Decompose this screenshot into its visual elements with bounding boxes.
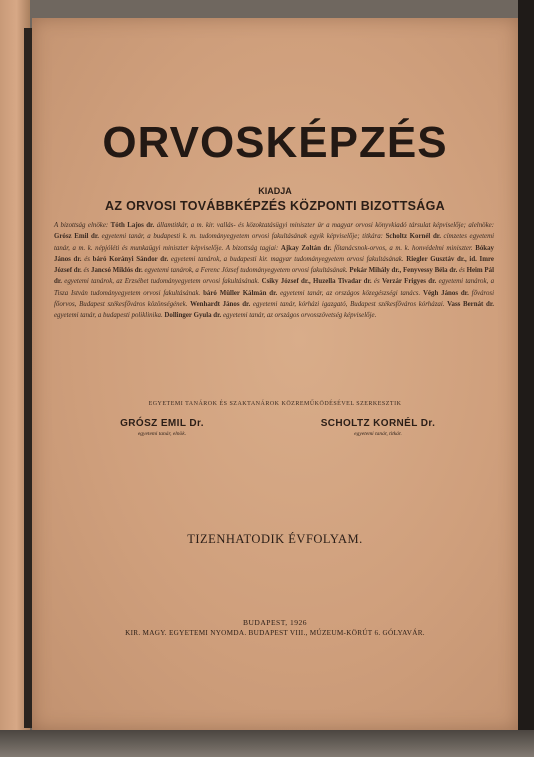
board-text: és [81, 255, 93, 263]
publisher-name: AZ ORVOSI TOVÁBBKÉPZÉS KÖZPONTI BIZOTTSÁGA [105, 199, 445, 213]
editor-left [62, 418, 262, 437]
board-text: fővárosi főorvos, Budapest székesfőváros közönségének. [54, 289, 494, 309]
board-text: egyetemi tanár, kórházi igazgató, Budapest székesfőváros kórházai. [250, 301, 448, 309]
collaboration-line: EGYETEMI TANÁROK ÉS SZAKTANÁROK KÖZREMŰKÖDÉSÉVEL SZERKESZTIK [148, 401, 402, 407]
book-right-edge [518, 0, 534, 757]
board-member-name: Verzár Frigyes dr. [381, 278, 437, 286]
publisher-intro: KIADJA [258, 186, 292, 196]
book-bottom-edge [0, 730, 534, 757]
board-member-name: Tóth Lajos dr. [110, 222, 155, 229]
board-text: és [81, 267, 91, 275]
journal-title: ORVOSKÉPZÉS [102, 118, 448, 167]
board-member-name: báró Korányi Sándor dr. [92, 255, 169, 263]
board-text: és [371, 278, 382, 286]
board-text: főtanácsnok-orvos, a m. k. honvédelmi miniszter. [331, 244, 476, 252]
board-text: egyetemi tanárok, a Tisza István tudományegyetem orvosi fakultásának. [54, 278, 495, 297]
board-member-name: Vass Bernát dr. [447, 301, 494, 309]
board-text: egyetemi tanárok, az Erzsébet tudományegyetem orvosi fakultásának. [61, 278, 262, 286]
board-member-name: Grósz Emil dr. [54, 233, 100, 241]
board-text: egyetemi tanárok, a Ferenc József tudományegyetem orvosi fakultásának. [142, 267, 350, 275]
volume-label: TIZENHATODIK ÉVFOLYAM. [187, 532, 363, 546]
board-member-name: Jancsó Miklós dr. [91, 267, 143, 275]
board-member-name: Pekár Mihály dr., Fenyvessy Béla dr. [349, 267, 458, 275]
board-text: egyetemi tanár, az országos orvosszövetség képviselője. [221, 312, 377, 320]
board-member-name: báró Müller Kálmán dr. [203, 289, 278, 297]
board-member-name: Dollinger Gyula dr. [164, 312, 222, 320]
board-text: egyetemi tanár, a budapesti k. m. tudományegyetem orvosi fakultásának egyik képviselője; titkára: [99, 233, 386, 241]
board-member-name: Ajkay Zoltán dr. [280, 244, 332, 252]
board-text: egyetemi tanárok, a budapesti kir. magyar tudományegyetem orvosi fakultásának. [168, 255, 407, 263]
spine-edge [24, 28, 32, 728]
board-member-name: Végh János dr. [423, 289, 469, 297]
place-year: BUDAPEST, 1926 [243, 618, 307, 627]
board-member-name: Riegler Gusztáv dr., id. Imre József dr. [54, 255, 494, 275]
board-text: és [457, 267, 467, 275]
board-member-name: Bókay János dr. [54, 244, 494, 263]
board-text: A bizottság elnöke: [54, 222, 111, 229]
board-text: államtitkár, a m. kir. vallás- és közoktatásügyi miniszter úr a magyar orvosi könyvkiadó társulat képviselője; alelnöke: [154, 222, 494, 229]
editor-name: GRÓSZ EMIL Dr. [120, 418, 204, 429]
board-member-name: Heim Pál dr. [54, 267, 494, 286]
board-member-name: Scholtz Kornél dr. [385, 233, 441, 241]
board-member-name: Csiky József dr., Huzella Tivadar dr. [261, 278, 372, 286]
editorial-board-text [54, 220, 494, 322]
printer-imprint: KIR. MAGY. EGYETEMI NYOMDA. BUDAPEST VIII., MÚZEUM-KÖRÚT 6. GÓLYAVÁR. [125, 629, 425, 637]
board-member-name: Wenhardt János dr. [190, 301, 251, 309]
title-page [32, 18, 518, 730]
board-text: egyetemi tanár, a budapesti poliklinika. [54, 312, 165, 320]
board-text: egyetemi tanár, az országos közegészségi tanács. [277, 289, 424, 297]
editor-role: egyetemi tanár, titkár. [354, 431, 402, 437]
board-text: címzetes egyetemi tanár, a m. k. népjóléti és munkaügyi miniszter képviselője. A bizottság tagjai: [54, 233, 495, 252]
editor-role: egyetemi tanár, elnök. [137, 431, 187, 437]
editor-right [278, 418, 478, 437]
editor-name: SCHOLTZ KORNÉL Dr. [320, 418, 436, 429]
